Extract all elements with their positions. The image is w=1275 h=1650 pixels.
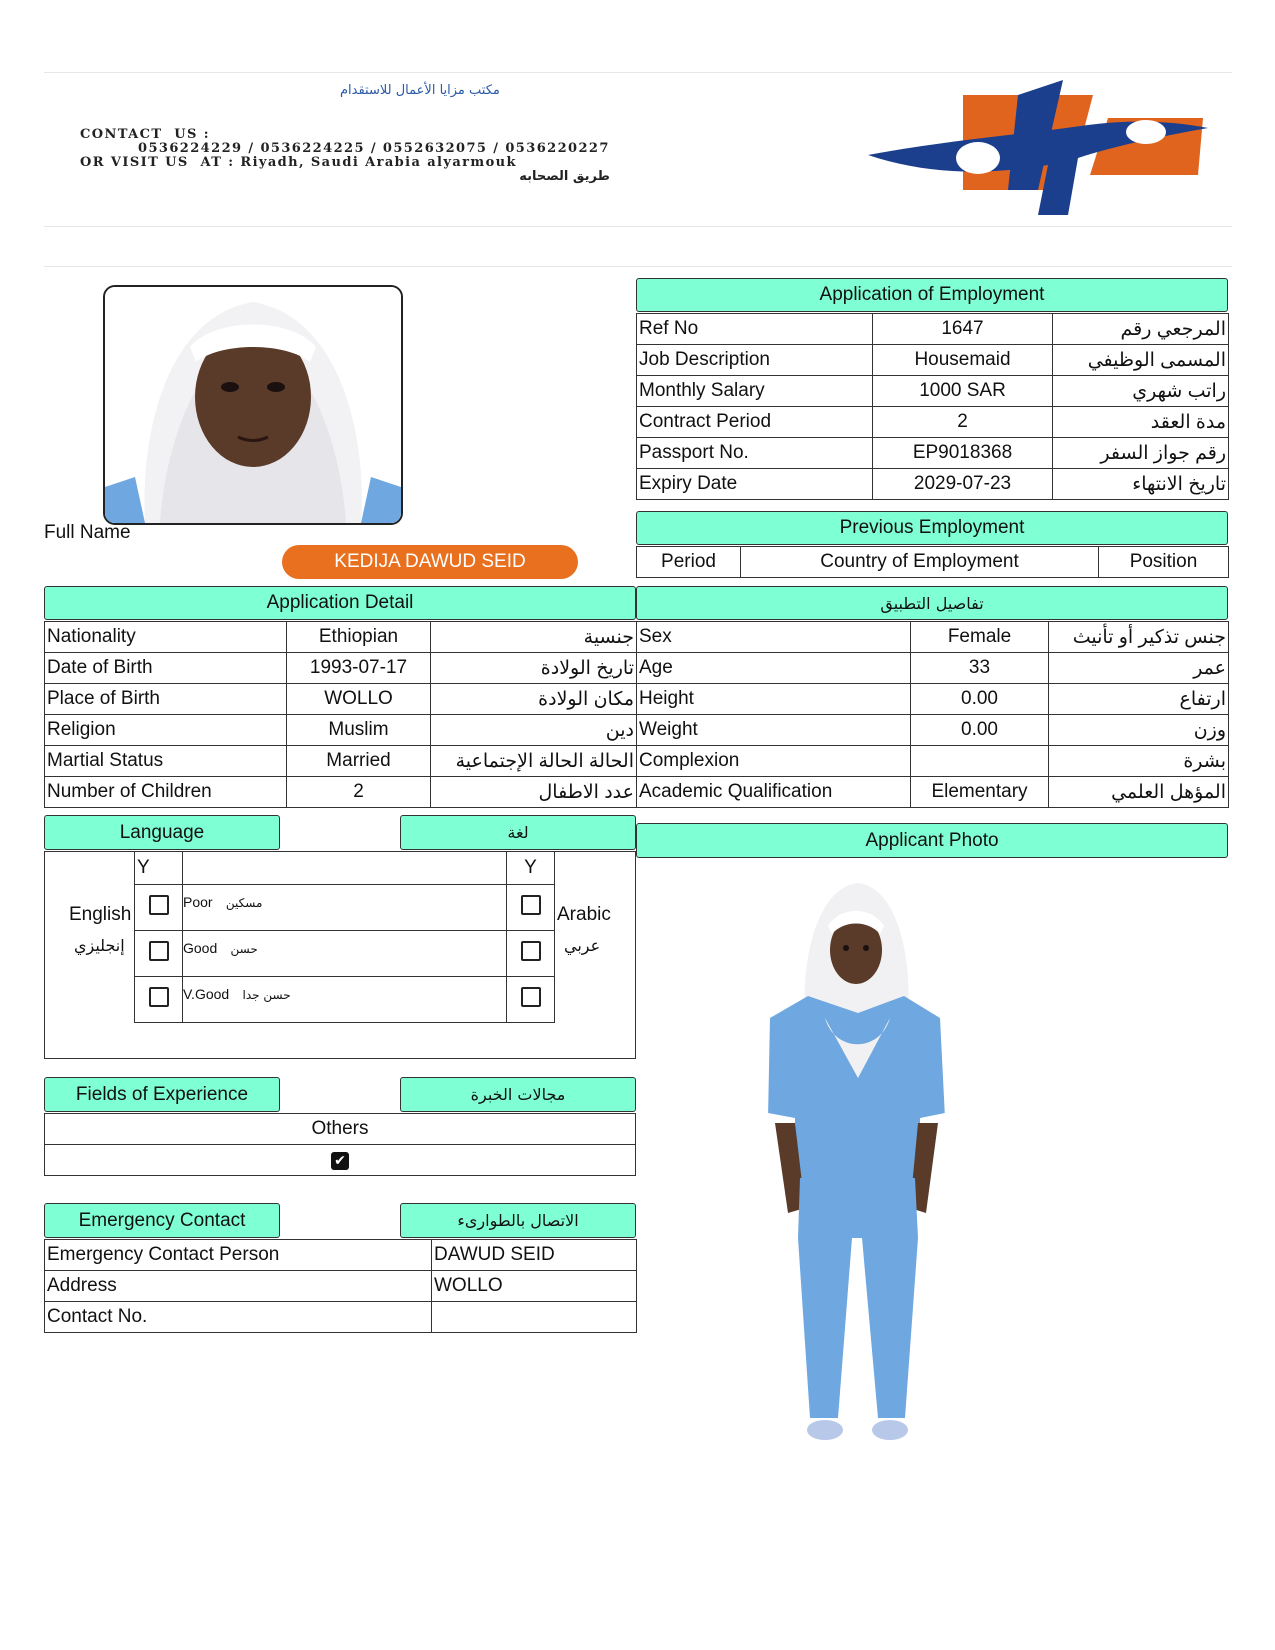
detail-label: Academic Qualification bbox=[637, 777, 911, 808]
level-label: V.Good bbox=[183, 986, 230, 1002]
detail-label: Nationality bbox=[45, 622, 287, 653]
previous-employment-table bbox=[636, 546, 1229, 578]
job-description-value: Housemaid bbox=[873, 345, 1053, 376]
full-name-label: Full Name bbox=[44, 522, 131, 543]
language-table bbox=[134, 851, 555, 1023]
detail-label: Number of Children bbox=[45, 777, 287, 808]
company-logo bbox=[868, 80, 1213, 220]
language-title-ar: لغة bbox=[400, 815, 636, 850]
table-row bbox=[135, 931, 555, 977]
english-label-ar: إنجليزي bbox=[74, 936, 125, 955]
table-row bbox=[45, 777, 637, 808]
contract-period-value: 2 bbox=[873, 407, 1053, 438]
contact-heading: CONTACT US : bbox=[80, 127, 210, 142]
arabic-vgood-cell bbox=[507, 977, 555, 1023]
employment-label: Passport No. bbox=[637, 438, 873, 469]
others-checkbox-checked[interactable]: ✔ bbox=[331, 1152, 349, 1170]
emergency-title-ar: الاتصال بالطوارىء bbox=[400, 1203, 636, 1238]
english-good-checkbox[interactable] bbox=[149, 941, 169, 961]
arabic-poor-checkbox[interactable] bbox=[521, 895, 541, 915]
emergency-label: Contact No. bbox=[45, 1302, 432, 1333]
application-detail-title: Application Detail bbox=[44, 586, 636, 620]
monthly-salary-value: 1000 SAR bbox=[873, 376, 1053, 407]
table-row bbox=[45, 653, 637, 684]
emergency-address-value: WOLLO bbox=[432, 1271, 637, 1302]
arabic-vgood-checkbox[interactable] bbox=[521, 987, 541, 1007]
table-row bbox=[45, 715, 637, 746]
employment-label-ar: راتب شهري bbox=[1053, 376, 1229, 407]
detail-label-ar: بشرة bbox=[1049, 746, 1229, 777]
experience-table bbox=[44, 1113, 636, 1176]
level-cell bbox=[183, 885, 507, 931]
employment-label: Ref No bbox=[637, 314, 873, 345]
emergency-contact-no-value bbox=[432, 1302, 637, 1333]
country-header: Country of Employment bbox=[741, 547, 1099, 578]
contact-phones: 0536224229 / 0536224225 / 0552632075 / 0536220227 bbox=[138, 141, 610, 156]
detail-label-ar: عدد الاطفال bbox=[431, 777, 637, 808]
experience-title: Fields of Experience bbox=[44, 1077, 280, 1112]
arabic-label-ar: عربي bbox=[564, 936, 601, 955]
english-vgood-checkbox[interactable] bbox=[149, 987, 169, 1007]
employment-table bbox=[636, 313, 1229, 500]
detail-label-ar: تاريخ الولادة bbox=[431, 653, 637, 684]
detail-label: Complexion bbox=[637, 746, 911, 777]
nationality-value: Ethiopian bbox=[287, 622, 431, 653]
table-row bbox=[637, 777, 1229, 808]
complexion-value bbox=[911, 746, 1049, 777]
passport-no-value: EP9018368 bbox=[873, 438, 1053, 469]
detail-label-ar: عمر bbox=[1049, 653, 1229, 684]
level-label: Good bbox=[183, 940, 218, 956]
arabic-good-checkbox[interactable] bbox=[521, 941, 541, 961]
table-row bbox=[45, 746, 637, 777]
employment-label: Monthly Salary bbox=[637, 376, 873, 407]
emergency-title: Emergency Contact bbox=[44, 1203, 280, 1238]
application-detail-table bbox=[44, 621, 637, 808]
level-cell bbox=[183, 977, 507, 1023]
level-label-ar: حسن bbox=[230, 942, 258, 956]
experience-field-check-cell bbox=[45, 1145, 636, 1176]
employment-label-ar: مدة العقد bbox=[1053, 407, 1229, 438]
table-row bbox=[637, 653, 1229, 684]
experience-title-ar: مجالات الخبرة bbox=[400, 1077, 636, 1112]
full-name-value: KEDIJA DAWUD SEID bbox=[282, 545, 578, 579]
academic-qualification-value: Elementary bbox=[911, 777, 1049, 808]
table-row bbox=[637, 715, 1229, 746]
contact-address: OR VISIT US AT : Riyadh, Saudi Arabia alyarmouk bbox=[80, 155, 517, 170]
period-header: Period bbox=[637, 547, 741, 578]
table-row bbox=[45, 1271, 637, 1302]
previous-employment-title: Previous Employment bbox=[636, 511, 1228, 545]
detail-label: Martial Status bbox=[45, 746, 287, 777]
english-vgood-cell bbox=[135, 977, 183, 1023]
children-value: 2 bbox=[287, 777, 431, 808]
emergency-label: Emergency Contact Person bbox=[45, 1240, 432, 1271]
employment-label: Contract Period bbox=[637, 407, 873, 438]
table-row bbox=[637, 746, 1229, 777]
employment-label: Job Description bbox=[637, 345, 873, 376]
detail-label-ar: دين bbox=[431, 715, 637, 746]
emergency-label: Address bbox=[45, 1271, 432, 1302]
detail-label: Age bbox=[637, 653, 911, 684]
age-value: 33 bbox=[911, 653, 1049, 684]
english-label: English bbox=[69, 904, 132, 925]
employment-label-ar: رقم جواز السفر bbox=[1053, 438, 1229, 469]
table-row bbox=[135, 885, 555, 931]
contact-street-arabic: طريق الصحابه bbox=[519, 169, 610, 184]
detail-label-ar: جنسية bbox=[431, 622, 637, 653]
table-row bbox=[45, 622, 637, 653]
table-row bbox=[637, 314, 1229, 345]
table-row bbox=[637, 407, 1229, 438]
level-label-ar: حسن جدا bbox=[242, 988, 291, 1002]
applicant-full-photo bbox=[740, 878, 970, 1458]
application-detail-title-ar: تفاصيل التطبيق bbox=[636, 586, 1228, 620]
header-bottom-rule bbox=[44, 226, 1232, 227]
table-row bbox=[135, 977, 555, 1023]
detail-label-ar: وزن bbox=[1049, 715, 1229, 746]
emergency-person-value: DAWUD SEID bbox=[432, 1240, 637, 1271]
detail-label: Height bbox=[637, 684, 911, 715]
table-header-row bbox=[135, 852, 555, 885]
table-row bbox=[637, 438, 1229, 469]
applicant-photo-title: Applicant Photo bbox=[636, 823, 1228, 858]
english-poor-checkbox[interactable] bbox=[149, 895, 169, 915]
table-row bbox=[45, 1145, 636, 1176]
application-detail-table-2 bbox=[636, 621, 1229, 808]
table-header-row bbox=[637, 547, 1229, 578]
detail-label-ar: ارتفاع bbox=[1049, 684, 1229, 715]
religion-value: Muslim bbox=[287, 715, 431, 746]
detail-label: Religion bbox=[45, 715, 287, 746]
level-label-ar: مسكين bbox=[225, 896, 263, 910]
emergency-table bbox=[44, 1239, 637, 1333]
arabic-good-cell bbox=[507, 931, 555, 977]
table-row bbox=[637, 345, 1229, 376]
arabic-poor-cell bbox=[507, 885, 555, 931]
sex-value: Female bbox=[911, 622, 1049, 653]
english-y-header: Y bbox=[135, 852, 183, 885]
language-title: Language bbox=[44, 815, 280, 850]
header-top-rule bbox=[44, 72, 1232, 73]
detail-label: Place of Birth bbox=[45, 684, 287, 715]
arabic-y-header: Y bbox=[507, 852, 555, 885]
level-label: Poor bbox=[183, 894, 213, 910]
ref-no-value: 1647 bbox=[873, 314, 1053, 345]
table-row bbox=[637, 684, 1229, 715]
height-value: 0.00 bbox=[911, 684, 1049, 715]
expiry-date-value: 2029-07-23 bbox=[873, 469, 1053, 500]
employment-title: Application of Employment bbox=[636, 278, 1228, 312]
detail-label-ar: مكان الولادة bbox=[431, 684, 637, 715]
employment-label-ar: تاريخ الانتهاء bbox=[1053, 469, 1229, 500]
detail-label-ar: جنس تذكير أو تأنيث bbox=[1049, 622, 1229, 653]
detail-label-ar: المؤهل العلمي bbox=[1049, 777, 1229, 808]
table-row bbox=[45, 684, 637, 715]
employment-label-ar: المرجعي رقم bbox=[1053, 314, 1229, 345]
detail-label-ar: الحالة الحالة الإجتماعية bbox=[431, 746, 637, 777]
place-of-birth-value: WOLLO bbox=[287, 684, 431, 715]
headshot-photo bbox=[103, 285, 403, 525]
table-row bbox=[637, 376, 1229, 407]
arabic-label: Arabic bbox=[557, 904, 611, 925]
employment-label-ar: المسمى الوظيفي bbox=[1053, 345, 1229, 376]
english-good-cell bbox=[135, 931, 183, 977]
employment-label: Expiry Date bbox=[637, 469, 873, 500]
table-row bbox=[45, 1302, 637, 1333]
marital-status-value: Married bbox=[287, 746, 431, 777]
table-row bbox=[637, 469, 1229, 500]
table-row bbox=[637, 622, 1229, 653]
company-name-arabic: مكتب مزايا الأعمال للاستقدام bbox=[340, 83, 500, 98]
experience-field-label: Others bbox=[45, 1114, 636, 1145]
level-cell bbox=[183, 931, 507, 977]
detail-label: Sex bbox=[637, 622, 911, 653]
contact-info bbox=[80, 128, 610, 184]
english-poor-cell bbox=[135, 885, 183, 931]
detail-label: Date of Birth bbox=[45, 653, 287, 684]
position-header: Position bbox=[1099, 547, 1229, 578]
section-rule bbox=[44, 266, 1232, 267]
detail-label: Weight bbox=[637, 715, 911, 746]
level-header bbox=[183, 852, 507, 885]
table-row bbox=[45, 1114, 636, 1145]
table-row bbox=[45, 1240, 637, 1271]
date-of-birth-value: 1993-07-17 bbox=[287, 653, 431, 684]
weight-value: 0.00 bbox=[911, 715, 1049, 746]
